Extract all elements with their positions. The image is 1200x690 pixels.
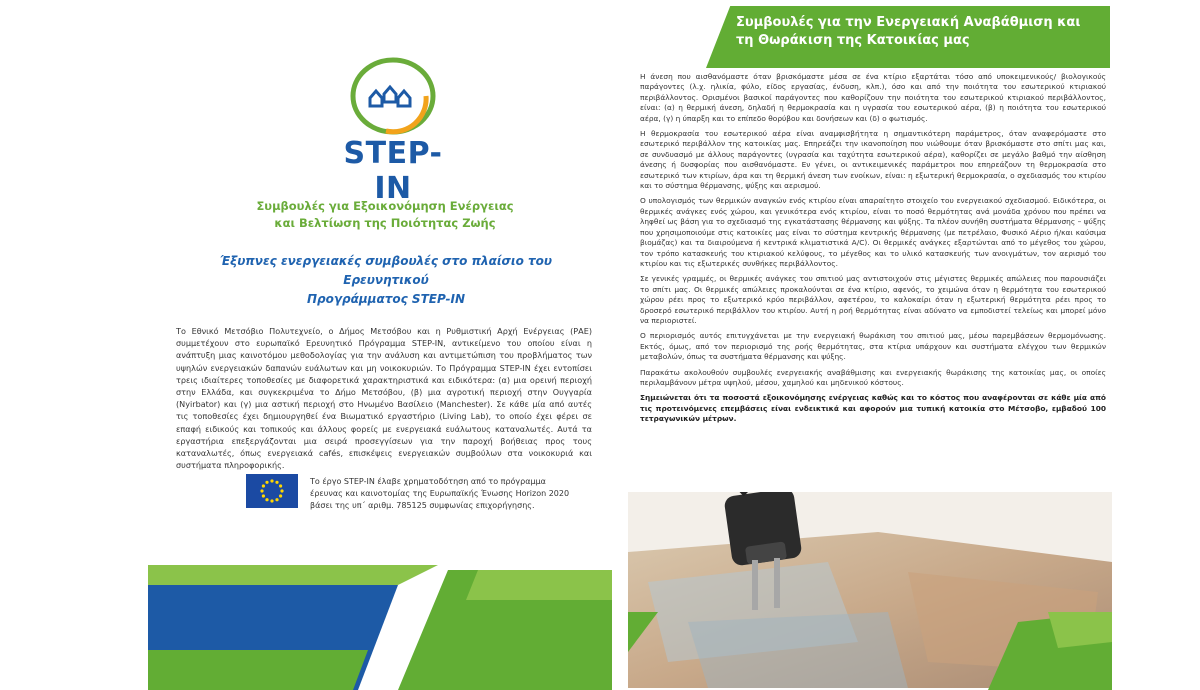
body-paragraph: Ο περιορισμός αυτός επιτυγχάνεται με την ενεργειακή θωράκιση του σπιτιού μας, μέσω παρεμβάσεων θερμομόνωσης. Εκτός, όμως, από τον περιορισμό της ροής θερμότητας, στα κτίρια υπάρχουν και συστήματα ελέγχου των θερμικών μεταβολών, όπως τα συστήματα θέρμανσης και ψύξης. bbox=[640, 331, 1106, 362]
header-title-line: τη Θωράκιση της Κατοικίας μας bbox=[736, 33, 970, 48]
header-title-line: Συμβουλές για την Ενεργειακή Αναβάθμιση και bbox=[736, 15, 1081, 30]
program-title-line: Προγράμματος STEP-IN bbox=[306, 292, 466, 306]
step-in-logo bbox=[326, 56, 460, 206]
body-paragraph: Ο υπολογισμός των θερμικών αναγκών ενός κτιρίου είναι απαραίτητο στοιχείο του ενεργειακού σχεδιασμού. Ειδικότερα, οι θερμικές ανάγκες ενός χώρου, και γενικότερα ενός κτιρίου, είναι το ποσό θερμότητας ανά μονάδα χρόνου που πρέπει να ληφθεί ως βάση για το σχεδιασμό της εγκατάστασης θέρμανσης και ψύξης. Τα πλέον συνήθη συστήματα θέρμανσης – ψύξης που χρησιμοποιούμε στις κατοικίες μας είναι το σύστημα κεντρικής θέρμανσης (με πετρέλαιο, Φυσικό Αέριο ή/και καύσιμα βιομάζας) και τα διαιρούμενα ή κεντρικά κλιματιστικά A/C). Οι θερμικές ανάγκες εξαρτώνται από το μέγεθος του χώρου, τον τρόπο κατασκευής του κτιριακού κελύφους, το μέγεθος και το υλικό κατασκευής των ανοιγμάτων, τον αερισμό του κτιρίου και τις εξωτερικές συνθήκες περιβάλλοντος. bbox=[640, 196, 1106, 268]
intro-paragraph: Το Εθνικό Μετσόβιο Πολυτεχνείο, ο Δήμος Μετσόβου και η Ρυθμιστική Αρχή Ενέργειας (ΡΑΕ) συμμετέχουν στο ευρωπαϊκό Ερευνητικό Πρόγραμμα STEP-IN, αντικείμενο του οποίου είναι η ανάπτυξη μιας καινοτόμου μεθοδολογίας για την ανάλυση και αντιμετώπιση του προβλήματος των υψηλών ενεργειακών δαπανών ευάλωτων και μη νοικοκυριών. Το Πρόγραμμα STEP-IN έχει εντοπίσει τρεις ιδιαίτερες τοποθεσίες με διαφορετικά χαρακτηριστικά και ειδικότερα: (α) μια ορεινή περιοχή στην Ελλάδα, και συγκεκριμένα το Δήμο Μετσόβου, (β) μια αγροτική περιοχή στην Ουγγαρία (Nyirbator) και (γ) μια αστική περιοχή στο Ηνωμένο Βασίλειο (Manchester). Σε κάθε μία από αυτές τις τοποθεσίες έχει δημιουργηθεί ένα Βιωματικό εργαστήριο (Living Lab), το οποίο έχει φέρει σε επαφή ειδικούς και τοπικούς και άλλους φορείς με ενεργειακά ευάλωτους καταναλωτές. Αυτά τα εργαστήρια επεξεργάζονται μια σειρά προσεγγίσεων για την παροχή βοήθειας προς τους καταναλωτές, όπως ενεργειακά cafés, επισκέψεις ενεργειακών συμβούλων στα νοικοκυριά και συστήματα πληροφορικής. bbox=[176, 326, 592, 471]
body-paragraph: Σε γενικές γραμμές, οι θερμικές ανάγκες του σπιτιού μας αντιστοιχούν στις μέγιστες θερμικές απώλειες που παρουσιάζει το σπίτι μας. Οι θερμικές απώλειες προκαλούνται σε ένα κτίριο, αφενός, το χειμώνα όταν η θερμότητα του εσωτερικού χώρου ρέει προς το εξωτερικό κρύο περιβάλλον, αφετέρου, το καλοκαίρι όταν η εξωτερική θερμότητα ρέει προς το δροσερό εσωτερικό περιβάλλον του κτιρίου. Αυτή η ροή θερμότητας είναι αδύνατο να εμποδιστεί τελείως και μπορεί μόνο να περιοριστεί. bbox=[640, 274, 1106, 325]
left-footer-shapes bbox=[148, 560, 612, 690]
body-paragraph: Η άνεση που αισθανόμαστε όταν βρισκόμαστε μέσα σε ένα κτίριο εξαρτάται τόσο από υποκειμενικούς/ βιολογικούς παράγοντες (λ.χ. ηλικία, φύλο, είδος εργασίας, ένδυση, κλπ.), όσο και από την ποιότητα του εσωτερικού κτιριακού περιβάλλοντος. Ορισμένοι βασικοί παράγοντες που καθορίζουν την ποιότητα του εσωτερικού κτιριακού περιβάλλοντος, είναι: (α) η θερμική άνεση, δηλαδή η θερμοκρασία και η υγρασία του εσωτερικού αέρα, (β) η ποιότητα του εσωτερικού αέρα, (γ) η ύπαρξη και το επίπεδο θορύβου και δονήσεων και (δ) ο φωτισμός. bbox=[640, 72, 1106, 123]
cost-note: Σημειώνεται ότι τα ποσοστά εξοικονόμησης ενέργειας καθώς και το κόστος που αναφέρονται σε κάθε μία από τις προτεινόμενες επεμβάσεις είναι ενδεικτικά και αφορούν μια τυπική κατοικία στο Μέτσοβο, εμβαδού 100 τετραγωνικών μέτρων. bbox=[640, 393, 1106, 424]
left-subtitle bbox=[240, 198, 530, 232]
body-paragraph: Παρακάτω ακολουθούν συμβουλές ενεργειακής αναβάθμισης και ενεργειακής θωράκισης της κατοικίας μας, οι οποίες περιλαμβάνουν μέτρα υψηλού, μέσου, χαμηλού και μηδενικού κόστους. bbox=[640, 367, 1106, 387]
subtitle-line: Συμβουλές για Εξοικονόμηση Ενέργειας bbox=[256, 199, 514, 213]
left-program-title bbox=[204, 252, 568, 309]
right-body-text bbox=[640, 72, 1106, 430]
eu-funding-text: Το έργο STEP-IN έλαβε χρηματοδότηση από το πρόγραμμα έρευνας και καινοτομίας της Ευρωπαϊκής Ένωσης Horizon 2020 βάσει της υπ΄ αριθμ. 785125 συμφωνίας επιχορήγησης. bbox=[310, 477, 570, 510]
right-header-title bbox=[736, 14, 1106, 50]
subtitle-line: και Βελτίωση της Ποιότητας Ζωής bbox=[274, 216, 496, 230]
logo-emblem-icon bbox=[326, 56, 460, 136]
body-paragraph: Η θερμοκρασία του εσωτερικού αέρα είναι αναμφισβήτητα η σημαντικότερη παράμετρος, όταν αναφερόμαστε στο εσωτερικό περιβάλλον της κατοικίας μας. Επηρεάζει την ικανοποίηση που νιώθουμε όταν βρισκόμαστε στο σπίτι μας και, σε συνδυασμό με άλλους παράγοντες (υγρασία και ταχύτητα εσωτερικού αέρα), καθορίζει σε μεγάλο βαθμό την αίσθηση άνεσης ή δυσφορίας που αισθανόμαστε. Εν γένει, οι αντικειμενικές παράμετροι που επηρεάζουν τη θερμοκρασία στο εσωτερικό των κτιρίων, άρα και τη θερμική άνεση των ενοίκων, είναι: η εξωτερική θερμοκρασία, ο σχεδιασμός του κτιρίου και το σύστημα θέρμανσης, ψύξης και αερισμού. bbox=[640, 129, 1106, 191]
logo-wordmark: STEP-IN bbox=[343, 136, 443, 206]
eu-flag-icon bbox=[246, 474, 298, 508]
program-title-line: Έξυπνες ενεργειακές συμβουλές στο πλαίσιο του Ερευνητικού bbox=[219, 254, 553, 287]
right-footer-shapes bbox=[628, 612, 1112, 690]
